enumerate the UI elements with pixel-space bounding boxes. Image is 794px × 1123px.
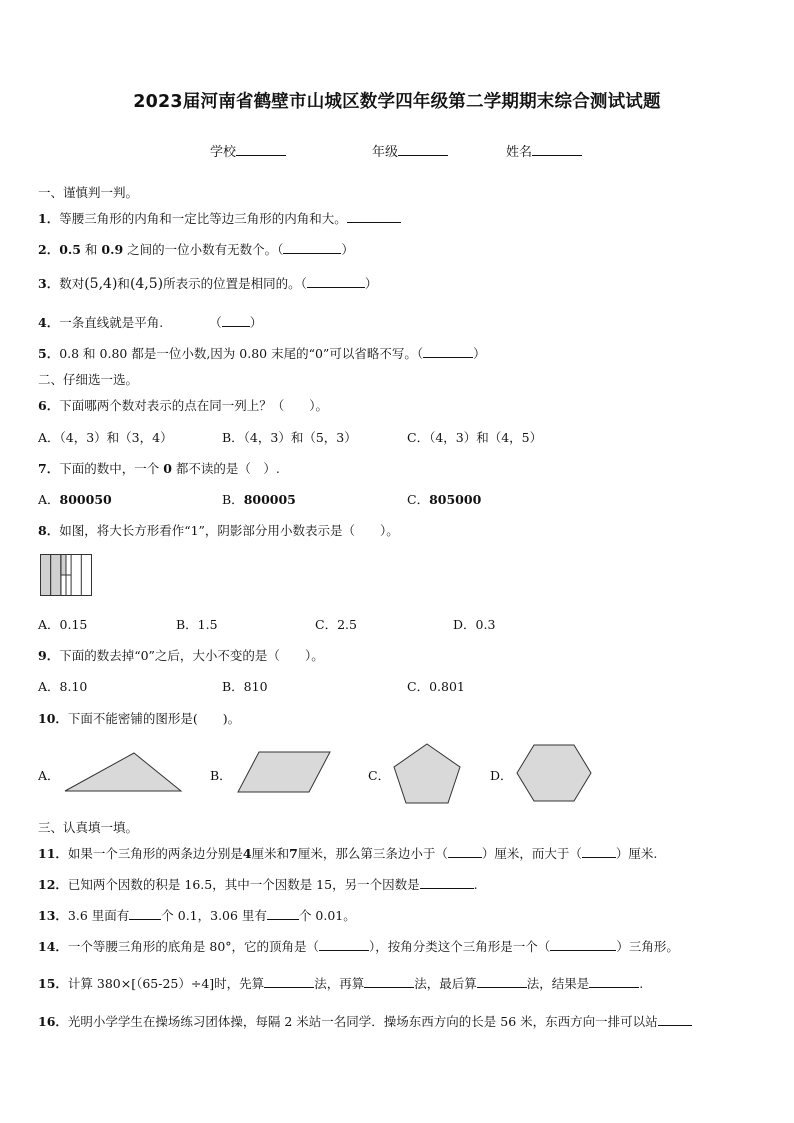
q7-option-c[interactable] — [407, 490, 481, 508]
question-13 — [38, 906, 356, 924]
q11-number: 11． — [38, 846, 68, 861]
q3-close: ） — [364, 276, 378, 291]
question-8 — [38, 521, 399, 539]
q15-blank-4 — [589, 976, 639, 988]
q7-option-b[interactable] — [222, 490, 296, 508]
q12-number: 12． — [38, 877, 68, 892]
q5-number: 5． — [38, 346, 60, 361]
q9-text: 下面的数去掉“0”之后，大小不变的是（ ）。 — [59, 648, 324, 663]
q3-mid: 和 — [117, 276, 130, 291]
q4-blank — [222, 315, 250, 327]
q3-coord-1: (5,4) — [84, 276, 118, 292]
q7-option-a-letter: A． — [38, 492, 60, 507]
q10-parallelogram-shape — [237, 750, 331, 794]
question-10 — [38, 709, 240, 727]
q12-blank — [420, 877, 474, 889]
q11-text-e: 厘米，那么第三条边小于（ — [297, 846, 448, 861]
question-7 — [38, 459, 280, 477]
q15-text-e: . — [639, 976, 644, 991]
question-11 — [38, 844, 657, 862]
q3-coord-2: (4,5) — [129, 276, 164, 292]
q16-number: 16． — [38, 1014, 68, 1029]
q9-option-c[interactable]: C．0.801 — [407, 679, 465, 694]
q1-text: 等腰三角形的内角和一定比等边三角形的内角和大。 — [59, 211, 347, 226]
grade-field — [372, 141, 448, 160]
q13-blank-2 — [267, 908, 299, 920]
q7-number: 7． — [38, 461, 60, 476]
question-14 — [38, 937, 679, 955]
q13-number: 13． — [38, 908, 68, 923]
q8-option-b[interactable]: B．1.5 — [176, 617, 218, 632]
q6-number: 6． — [38, 398, 60, 413]
question-4 — [38, 313, 262, 331]
q11-blank-2 — [582, 846, 616, 858]
q14-number: 14． — [38, 939, 68, 954]
q15-blank-1 — [264, 976, 314, 988]
name-label: 姓名 — [506, 145, 533, 160]
q15-number: 15． — [38, 976, 68, 991]
q5-text: 0.8 和 0.80 都是一位小数,因为 0.80 末尾的“0”可以省略不写。（ — [59, 346, 424, 361]
q10-option-b[interactable]: B． — [210, 768, 232, 783]
question-1 — [38, 209, 401, 227]
q7-option-b-value: 800005 — [243, 492, 296, 507]
q10-text: 下面不能密铺的图形是( )。 — [67, 711, 241, 726]
q12-text: 已知两个因数的积是 16.5，其中一个因数是 15，另一个因数是 — [67, 877, 420, 892]
q15-text-b: 法，再算 — [314, 976, 365, 991]
q14-blank-2 — [550, 939, 616, 951]
q10-option-c[interactable]: C． — [368, 768, 391, 783]
name-field — [506, 141, 582, 160]
grade-blank — [398, 143, 448, 156]
q14-blank-1 — [319, 939, 369, 951]
q2-value-a: 0.5 — [59, 242, 81, 257]
q14-text-b: ），按角分类这个三角形是一个（ — [369, 939, 551, 954]
q8-shaded-half-strip — [61, 555, 66, 576]
q11-text-f: ）厘米，而大于（ — [481, 846, 582, 861]
q6-option-a[interactable]: A．（4，3）和（3，4） — [38, 430, 173, 445]
q12-end: . — [473, 877, 478, 892]
q13-text-c: 个 0.01。 — [298, 908, 356, 923]
q4-paren-open: （ — [209, 315, 222, 330]
question-5 — [38, 344, 486, 362]
q8-rectangle-figure — [40, 554, 92, 596]
q2-text: 之间的一位小数有无数个。（ — [123, 242, 284, 257]
q10-pentagon-shape — [392, 743, 462, 805]
q5-blank — [423, 346, 473, 358]
q14-text-a: 一个等腰三角形的底角是 80°，它的顶角是（ — [67, 939, 320, 954]
question-12 — [38, 875, 478, 893]
q15-blank-3 — [477, 976, 527, 988]
q15-text-d: 法，结果是 — [526, 976, 590, 991]
q7-option-b-letter: B． — [222, 492, 244, 507]
q6-option-c[interactable]: C．（4，3）和（4，5） — [407, 430, 543, 445]
q2-blank — [283, 242, 341, 254]
q4-paren-close: ） — [249, 315, 263, 330]
q8-shaded-strip-2 — [51, 555, 61, 596]
q15-text-c: 法，最后算 — [414, 976, 477, 991]
q4-number: 4． — [38, 315, 60, 330]
section-2-heading: 二、仔细选一选。 — [38, 372, 139, 387]
q5-close: ） — [473, 346, 486, 361]
q10-option-d[interactable]: D． — [490, 768, 513, 783]
q4-text: 一条直线就是平角. — [59, 315, 164, 330]
q8-option-c[interactable]: C．2.5 — [315, 617, 357, 632]
q1-number: 1． — [38, 211, 60, 226]
q15-text-a: 计算 380×[（65-25）÷4]时，先算 — [67, 976, 265, 991]
q8-option-a[interactable]: A．0.15 — [38, 617, 88, 632]
q3-post: 所表示的位置是相同的。（ — [163, 276, 307, 291]
q7-option-a-value: 800050 — [59, 492, 112, 507]
q15-blank-2 — [364, 976, 414, 988]
q11-blank-1 — [448, 846, 482, 858]
q7-text-pre: 下面的数中，一个 — [59, 461, 164, 476]
question-9 — [38, 646, 324, 664]
q10-option-a[interactable]: A． — [38, 768, 60, 783]
q11-value-4: 4 — [242, 846, 252, 861]
q6-option-b[interactable]: B．（4，3）和（5，3） — [222, 430, 357, 445]
question-2 — [38, 240, 354, 258]
q2-close: ） — [341, 242, 354, 257]
q16-text: 光明小学学生在操场练习团体操，每隔 2 米站一名同学．操场东西方向的长是 56 米，东西方向一排可以站 — [67, 1014, 658, 1029]
section-1-heading: 一、谨慎判一判。 — [38, 185, 139, 200]
q8-text: 如图，将大长方形看作“1”，阴影部分用小数表示是（ ）。 — [59, 523, 399, 538]
q10-triangle-shape — [64, 751, 182, 793]
question-16 — [38, 1012, 692, 1030]
grade-label: 年级 — [372, 145, 399, 160]
q9-option-b[interactable]: B．810 — [222, 679, 268, 694]
q16-blank — [658, 1014, 692, 1026]
school-label: 学校 — [210, 145, 237, 160]
q7-option-a[interactable] — [38, 490, 112, 508]
q2-text-and: 和 — [80, 242, 102, 257]
q7-option-c-value: 805000 — [429, 492, 482, 507]
q8-number: 8． — [38, 523, 60, 538]
q2-number: 2． — [38, 242, 60, 257]
q8-shaded-strip-1 — [41, 555, 51, 596]
q3-number: 3． — [38, 276, 60, 291]
q3-pre: 数对 — [59, 276, 85, 291]
question-3 — [38, 274, 377, 292]
school-field — [210, 141, 286, 160]
q13-text-b: 个 0.1，3.06 里有 — [161, 908, 267, 923]
q10-hexagon-shape — [516, 744, 592, 802]
q9-option-a[interactable]: A．8.10 — [38, 679, 88, 694]
school-blank — [236, 143, 286, 156]
q13-text-a: 3.6 里面有 — [67, 908, 130, 923]
q11-text-g: ）厘米. — [615, 846, 658, 861]
q7-option-c-letter: C． — [407, 492, 430, 507]
q6-text: 下面哪两个数对表示的点在同一列上？（ ）。 — [59, 398, 328, 413]
q7-zero: 0 — [163, 461, 172, 476]
section-3-heading: 三、认真填一填。 — [38, 820, 139, 835]
q2-value-b: 0.9 — [101, 242, 124, 257]
q7-text-post: 都不读的是（ ）. — [171, 461, 280, 476]
q3-blank — [307, 276, 365, 288]
q8-option-d[interactable]: D．0.3 — [453, 617, 496, 632]
q11-value-7: 7 — [289, 846, 298, 861]
question-15 — [38, 974, 643, 992]
q11-text-a: 如果一个三角形的两条边分别是 — [67, 846, 243, 861]
q1-blank — [347, 211, 401, 223]
q13-blank-1 — [129, 908, 161, 920]
name-blank — [532, 143, 582, 156]
page-title: 2023届河南省鹤壁市山城区数学四年级第二学期期末综合测试试题 — [133, 92, 661, 112]
q14-text-c: ）三角形。 — [616, 939, 679, 954]
q10-number: 10． — [38, 711, 68, 726]
q11-text-c: 厘米和 — [251, 846, 290, 861]
q9-number: 9． — [38, 648, 60, 663]
question-6 — [38, 396, 328, 414]
